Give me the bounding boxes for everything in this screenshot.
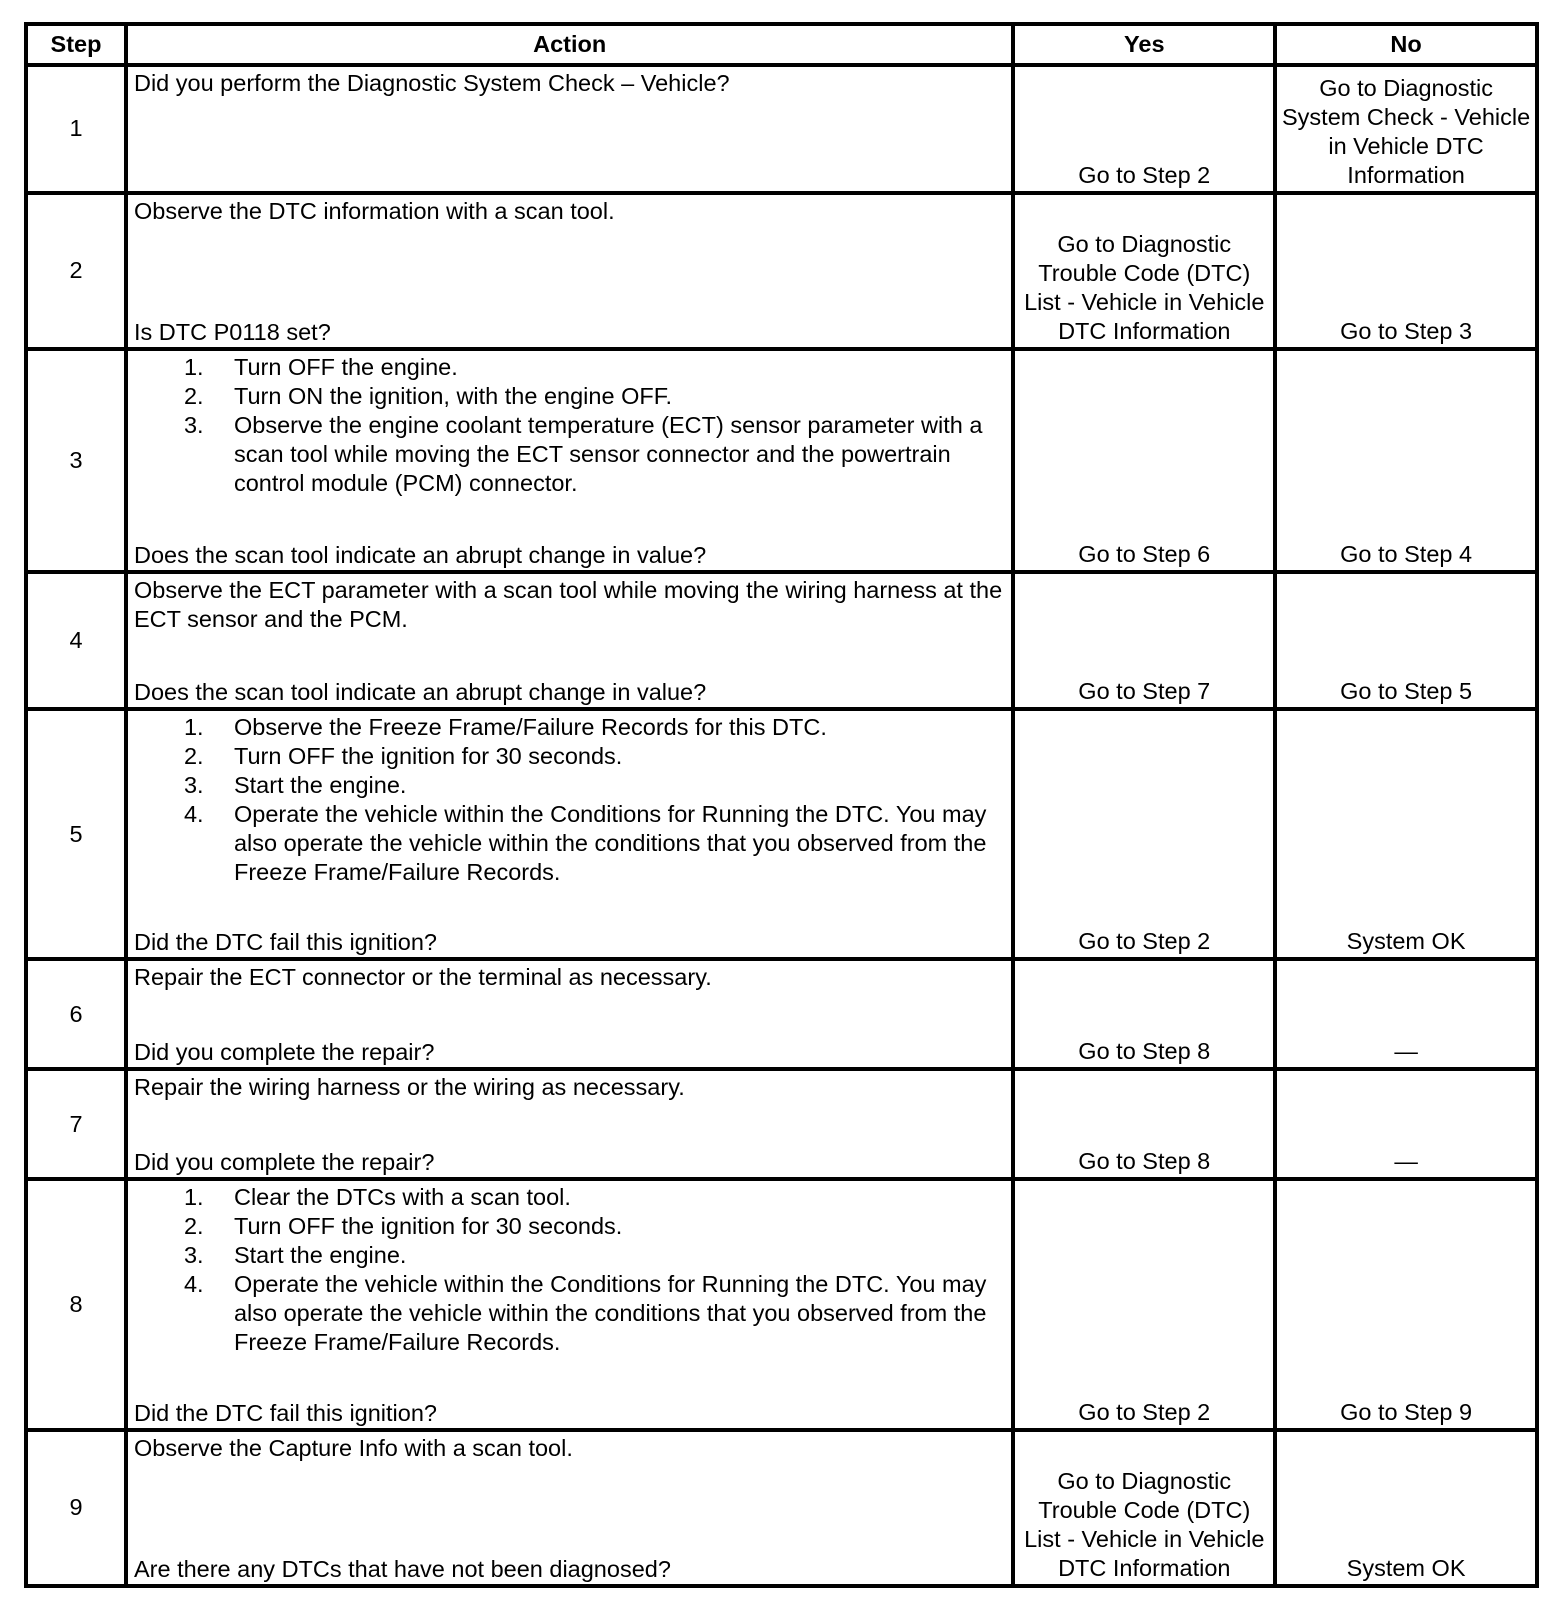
table-header-row — [26, 24, 1537, 65]
list-item — [183, 1270, 1007, 1357]
step-number: 1 — [26, 65, 126, 193]
action-content — [134, 963, 1007, 1067]
list-item-number: 1. — [183, 1184, 204, 1211]
table-row — [26, 572, 1537, 709]
list-item — [183, 382, 1007, 411]
list-item-number: 4. — [183, 800, 204, 827]
action-cell — [126, 193, 1013, 349]
step-number: 3 — [26, 349, 126, 572]
list-item-text: Turn ON the ignition, with the engine OFF. — [233, 383, 672, 410]
list-item — [183, 411, 1007, 498]
table-row — [26, 193, 1537, 349]
list-item-text: Clear the DTCs with a scan tool. — [233, 1184, 571, 1211]
list-item — [183, 713, 1007, 742]
action-instructions — [134, 576, 1007, 634]
yes-result: Go to Step 6 — [1013, 349, 1275, 572]
list-item-text: Operate the vehicle within the Conditions for Running the DTC. You may also operate the vehicle within the conditions that you observed from the Freeze Frame/Failure Records. — [233, 800, 987, 885]
action-instructions — [134, 1073, 1007, 1102]
table-row — [26, 959, 1537, 1069]
list-item-number: 1. — [183, 713, 204, 740]
step-number: 4 — [26, 572, 126, 709]
no-result: — — [1275, 959, 1537, 1069]
action-instructions — [134, 353, 1007, 498]
header-action: Action — [126, 24, 1013, 65]
action-instructions — [134, 963, 1007, 992]
action-text: Did you perform the Diagnostic System Check – Vehicle? — [133, 70, 730, 96]
action-content — [134, 1434, 1007, 1584]
list-item — [183, 771, 1007, 800]
list-item-text: Turn OFF the ignition for 30 seconds. — [233, 742, 623, 769]
action-cell — [126, 1179, 1013, 1430]
header-no: No — [1275, 24, 1537, 65]
no-result: Go to Step 5 — [1275, 572, 1537, 709]
step-number: 2 — [26, 193, 126, 349]
action-content — [134, 197, 1007, 347]
yes-result: Go to Step 8 — [1013, 1069, 1275, 1179]
table-row — [26, 1430, 1537, 1586]
action-instructions — [134, 1434, 1007, 1463]
list-item-number: 1. — [183, 354, 204, 381]
action-cell — [126, 65, 1013, 193]
step-number: 7 — [26, 1069, 126, 1179]
action-text: Observe the Capture Info with a scan tool. — [133, 1434, 573, 1461]
action-instructions — [134, 197, 1007, 226]
no-result: Go to Step 3 — [1275, 193, 1537, 349]
action-content — [134, 1073, 1007, 1177]
action-instructions — [134, 69, 1007, 98]
list-item-number: 3. — [183, 771, 204, 798]
action-steps-list — [134, 1183, 1007, 1357]
action-cell — [126, 1069, 1013, 1179]
yes-result: Go to Step 7 — [1013, 572, 1275, 709]
action-question: Did the DTC fail this ignition? — [133, 1399, 437, 1426]
yes-result: Go to Step 2 — [1013, 1179, 1275, 1430]
list-item-text: Turn OFF the engine. — [233, 354, 458, 381]
action-text: Observe the DTC information with a scan tool. — [133, 197, 615, 224]
list-item — [183, 742, 1007, 771]
list-item — [183, 1212, 1007, 1241]
action-cell — [126, 572, 1013, 709]
list-item-text: Observe the engine coolant temperature (ECT) sensor parameter with a scan tool while moving the ECT sensor connector and the powertrain control module (PCM) connector. — [233, 412, 983, 497]
list-item — [183, 1183, 1007, 1212]
action-content — [134, 69, 1007, 191]
action-content — [134, 713, 1007, 958]
yes-result: Go to Step 8 — [1013, 959, 1275, 1069]
action-question: Did you complete the repair? — [133, 1149, 435, 1176]
list-item-text: Observe the Freeze Frame/Failure Records for this DTC. — [233, 713, 827, 740]
action-text: Repair the ECT connector or the terminal as necessary. — [133, 964, 712, 991]
list-item-number: 2. — [183, 742, 204, 769]
header-step: Step — [26, 24, 126, 65]
action-cell — [126, 709, 1013, 960]
action-question: Did the DTC fail this ignition? — [133, 929, 437, 956]
no-result: System OK — [1275, 1430, 1537, 1586]
list-item — [183, 1241, 1007, 1270]
table-row — [26, 349, 1537, 572]
list-item-text: Turn OFF the ignition for 30 seconds. — [233, 1213, 623, 1240]
action-content — [134, 576, 1007, 707]
list-item-text: Start the engine. — [233, 1242, 407, 1269]
action-cell — [126, 1430, 1013, 1586]
yes-result: Go to Step 2 — [1013, 709, 1275, 960]
list-item — [183, 800, 1007, 887]
action-instructions — [134, 713, 1007, 887]
list-item-number: 3. — [183, 1242, 204, 1269]
action-steps-list — [134, 713, 1007, 887]
yes-result: Go to Diagnostic Trouble Code (DTC) List - Vehicle in Vehicle DTC Information — [1013, 193, 1275, 349]
step-number: 9 — [26, 1430, 126, 1586]
action-text: Observe the ECT parameter with a scan tool while moving the wiring harness at the ECT sensor and the PCM. — [133, 576, 1003, 632]
table-row — [26, 65, 1537, 193]
list-item-number: 4. — [183, 1271, 204, 1298]
no-result: Go to Diagnostic System Check - Vehicle in Vehicle DTC Information — [1275, 65, 1537, 193]
list-item-number: 2. — [183, 383, 204, 410]
yes-result: Go to Diagnostic Trouble Code (DTC) List - Vehicle in Vehicle DTC Information — [1013, 1430, 1275, 1586]
table-row — [26, 1179, 1537, 1430]
action-text: Repair the wiring harness or the wiring as necessary. — [133, 1074, 685, 1101]
action-question: Does the scan tool indicate an abrupt change in value? — [133, 541, 707, 568]
no-result: — — [1275, 1069, 1537, 1179]
no-result: System OK — [1275, 709, 1537, 960]
table-row — [26, 1069, 1537, 1179]
action-cell — [126, 959, 1013, 1069]
table-row — [26, 709, 1537, 960]
no-result: Go to Step 9 — [1275, 1179, 1537, 1430]
list-item-number: 2. — [183, 1213, 204, 1240]
action-cell — [126, 349, 1013, 572]
step-number: 8 — [26, 1179, 126, 1430]
diagnostic-table — [24, 22, 1539, 1588]
step-number: 5 — [26, 709, 126, 960]
action-content — [134, 353, 1007, 570]
step-number: 6 — [26, 959, 126, 1069]
list-item — [183, 353, 1007, 382]
action-question: Does the scan tool indicate an abrupt change in value? — [133, 678, 707, 705]
action-question: Did you complete the repair? — [133, 1039, 435, 1066]
yes-result: Go to Step 2 — [1013, 65, 1275, 193]
list-item-number: 3. — [183, 412, 204, 439]
list-item-text: Start the engine. — [233, 771, 407, 798]
action-instructions — [134, 1183, 1007, 1357]
list-item-text: Operate the vehicle within the Conditions for Running the DTC. You may also operate the vehicle within the conditions that you observed from the Freeze Frame/Failure Records. — [233, 1271, 987, 1356]
no-result: Go to Step 4 — [1275, 349, 1537, 572]
action-content — [134, 1183, 1007, 1428]
action-question: Are there any DTCs that have not been diagnosed? — [133, 1556, 671, 1582]
action-question: Is DTC P0118 set? — [133, 319, 331, 346]
action-steps-list — [134, 353, 1007, 498]
header-yes: Yes — [1013, 24, 1275, 65]
